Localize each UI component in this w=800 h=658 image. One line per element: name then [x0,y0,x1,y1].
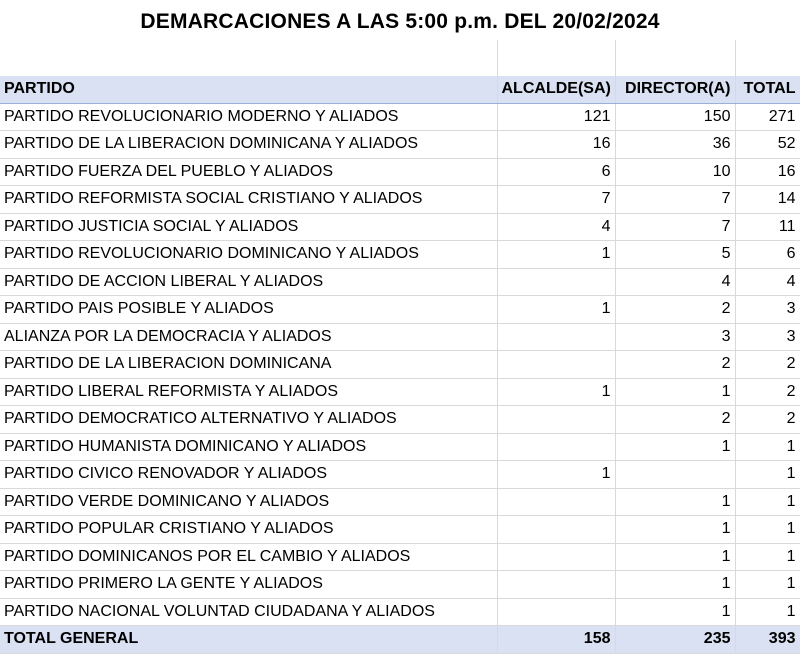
table-row [0,213,800,241]
header-row [0,76,800,103]
party-cell: PARTIDO HUMANISTA DOMINICANO Y ALIADOS [0,433,497,461]
blank-row [0,40,800,76]
total-general-label: TOTAL GENERAL [0,626,497,654]
header-alcalde: ALCALDE(SA) [497,76,615,103]
alcalde-cell [497,406,615,434]
alcalde-cell [497,488,615,516]
table-row [0,488,800,516]
alcalde-cell [497,351,615,379]
total-cell: 1 [735,571,800,599]
total-cell: 6 [735,241,800,269]
director-cell: 36 [615,131,735,159]
total-director: 235 [615,626,735,654]
table-row [0,268,800,296]
alcalde-cell: 1 [497,241,615,269]
total-cell: 3 [735,296,800,324]
total-cell: 2 [735,378,800,406]
total-cell: 1 [735,516,800,544]
party-cell: PARTIDO DE ACCION LIBERAL Y ALIADOS [0,268,497,296]
party-cell: PARTIDO POPULAR CRISTIANO Y ALIADOS [0,516,497,544]
party-cell: PARTIDO REFORMISTA SOCIAL CRISTIANO Y ALIADOS [0,186,497,214]
table-row [0,406,800,434]
party-cell: PARTIDO NACIONAL VOLUNTAD CIUDADANA Y ALIADOS [0,598,497,626]
table-row [0,186,800,214]
director-cell: 3 [615,323,735,351]
party-cell: PARTIDO REVOLUCIONARIO DOMINICANO Y ALIADOS [0,241,497,269]
table-row [0,351,800,379]
party-cell: PARTIDO REVOLUCIONARIO MODERNO Y ALIADOS [0,103,497,131]
party-cell: ALIANZA POR LA DEMOCRACIA Y ALIADOS [0,323,497,351]
total-cell: 16 [735,158,800,186]
total-total: 393 [735,626,800,654]
director-cell: 1 [615,433,735,461]
table-row [0,516,800,544]
director-cell: 2 [615,296,735,324]
alcalde-cell [497,543,615,571]
total-cell: 1 [735,461,800,489]
alcalde-cell: 7 [497,186,615,214]
gridline [735,40,736,76]
total-cell: 11 [735,213,800,241]
party-cell: PARTIDO DE LA LIBERACION DOMINICANA Y ALIADOS [0,131,497,159]
total-cell: 2 [735,406,800,434]
table-row [0,378,800,406]
alcalde-cell [497,516,615,544]
director-cell [615,461,735,489]
party-cell: PARTIDO VERDE DOMINICANO Y ALIADOS [0,488,497,516]
alcalde-cell: 16 [497,131,615,159]
table-row [0,543,800,571]
director-cell: 150 [615,103,735,131]
party-cell: PARTIDO LIBERAL REFORMISTA Y ALIADOS [0,378,497,406]
director-cell: 7 [615,213,735,241]
director-cell: 1 [615,488,735,516]
alcalde-cell [497,598,615,626]
total-cell: 14 [735,186,800,214]
alcalde-cell [497,323,615,351]
party-cell: PARTIDO JUSTICIA SOCIAL Y ALIADOS [0,213,497,241]
table-row [0,598,800,626]
total-cell: 2 [735,351,800,379]
table-row [0,571,800,599]
alcalde-cell [497,571,615,599]
alcalde-cell: 1 [497,461,615,489]
director-cell: 1 [615,516,735,544]
gridline [615,40,616,76]
party-cell: PARTIDO DE LA LIBERACION DOMINICANA [0,351,497,379]
alcalde-cell: 1 [497,378,615,406]
total-cell: 1 [735,433,800,461]
director-cell: 2 [615,406,735,434]
table-row [0,296,800,324]
total-cell: 4 [735,268,800,296]
table-row [0,323,800,351]
total-cell: 1 [735,488,800,516]
table-row [0,103,800,131]
header-total: TOTAL [735,76,800,103]
alcalde-cell [497,268,615,296]
total-cell: 52 [735,131,800,159]
header-partido: PARTIDO [0,76,497,103]
alcalde-cell: 6 [497,158,615,186]
director-cell: 4 [615,268,735,296]
total-alcalde: 158 [497,626,615,654]
alcalde-cell: 4 [497,213,615,241]
total-general-row [0,626,800,654]
table-row [0,131,800,159]
table-row [0,158,800,186]
page-title: DEMARCACIONES A LAS 5:00 p.m. DEL 20/02/2024 [140,10,660,33]
alcalde-cell: 121 [497,103,615,131]
table-row [0,433,800,461]
party-cell: PARTIDO CIVICO RENOVADOR Y ALIADOS [0,461,497,489]
party-cell: PARTIDO DOMINICANOS POR EL CAMBIO Y ALIADOS [0,543,497,571]
party-cell: PARTIDO PAIS POSIBLE Y ALIADOS [0,296,497,324]
total-cell: 271 [735,103,800,131]
alcalde-cell [497,433,615,461]
table-row [0,461,800,489]
total-cell: 3 [735,323,800,351]
alcalde-cell: 1 [497,296,615,324]
table-row [0,241,800,269]
director-cell: 5 [615,241,735,269]
director-cell: 7 [615,186,735,214]
director-cell: 1 [615,543,735,571]
director-cell: 1 [615,598,735,626]
director-cell: 2 [615,351,735,379]
header-director: DIRECTOR(A) [615,76,735,103]
party-cell: PARTIDO PRIMERO LA GENTE Y ALIADOS [0,571,497,599]
director-cell: 10 [615,158,735,186]
party-cell: PARTIDO DEMOCRATICO ALTERNATIVO Y ALIADOS [0,406,497,434]
director-cell: 1 [615,571,735,599]
gridline [497,40,498,76]
results-table [0,76,800,654]
party-cell: PARTIDO FUERZA DEL PUEBLO Y ALIADOS [0,158,497,186]
director-cell: 1 [615,378,735,406]
total-cell: 1 [735,598,800,626]
total-cell: 1 [735,543,800,571]
